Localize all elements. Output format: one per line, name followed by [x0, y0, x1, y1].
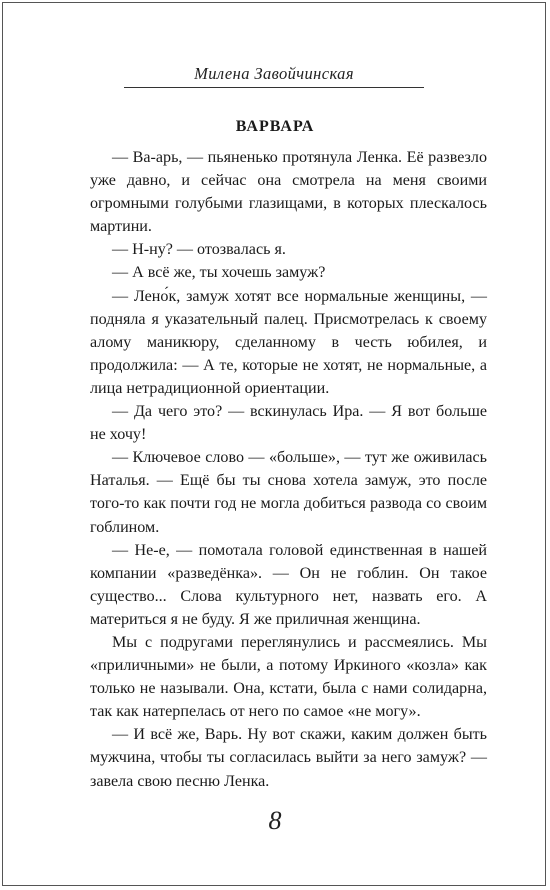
- paragraph: — Не-е, — помотала головой единственная в нашей компании «разведёнка». — Он не гоблин. Он такое существо... Слова культурного нет, назвать его. А материться я не буду. Я же приличная женщина.: [90, 541, 487, 628]
- paragraph: — Ва-арь, — пьяненько протянула Ленка. Её развезло уже давно, и сейчас она смотрела на меня своими огромными голубыми глазищами, в которых плескалось мартини.: [90, 149, 487, 236]
- page-number: 8: [268, 806, 282, 835]
- paragraph: — Н-ну? — отозвалась я.: [112, 241, 286, 259]
- running-header-author: Милена Завойчинская: [194, 64, 354, 83]
- paragraph: — А всё же, ты хочешь замуж?: [112, 264, 326, 282]
- paragraph: — И всё же, Варь. Ну вот скажи, каким должен быть мужчина, чтобы ты согласилась выйти за него замуж? — завела свою песню Ленка.: [90, 726, 487, 790]
- paragraph: — Да чего это? — вскинулась Ира. — Я вот больше не хочу!: [90, 403, 487, 444]
- paragraph: — Ключевое слово — «больше», — тут же оживилась Наталья. — Ещё бы ты снова хотела замуж, это после того-то как почти год не могла добиться развода со своим гоблином.: [90, 449, 487, 536]
- chapter-title: ВАРВАРА: [235, 118, 315, 135]
- paragraph: — Лено́к, замуж хотят все нормальные женщины, — подняла я указательный палец. Присмотрелась к своему алому маникюру, сделанному в честь юбилея, и продолжила: — А те, которые не хотят, не нормальные, а лица нетрадиционной ориентации.: [90, 287, 487, 397]
- header-rule: [124, 87, 424, 88]
- body-text: [90, 146, 487, 793]
- paragraph: Мы с подругами переглянулись и рассмеялись. Мы «приличными» не были, а потому Иркиного «козла» как только не называли. Она, кстати, была с нами солидарна, так как натерпелась от него по самое «не могу».: [90, 633, 487, 721]
